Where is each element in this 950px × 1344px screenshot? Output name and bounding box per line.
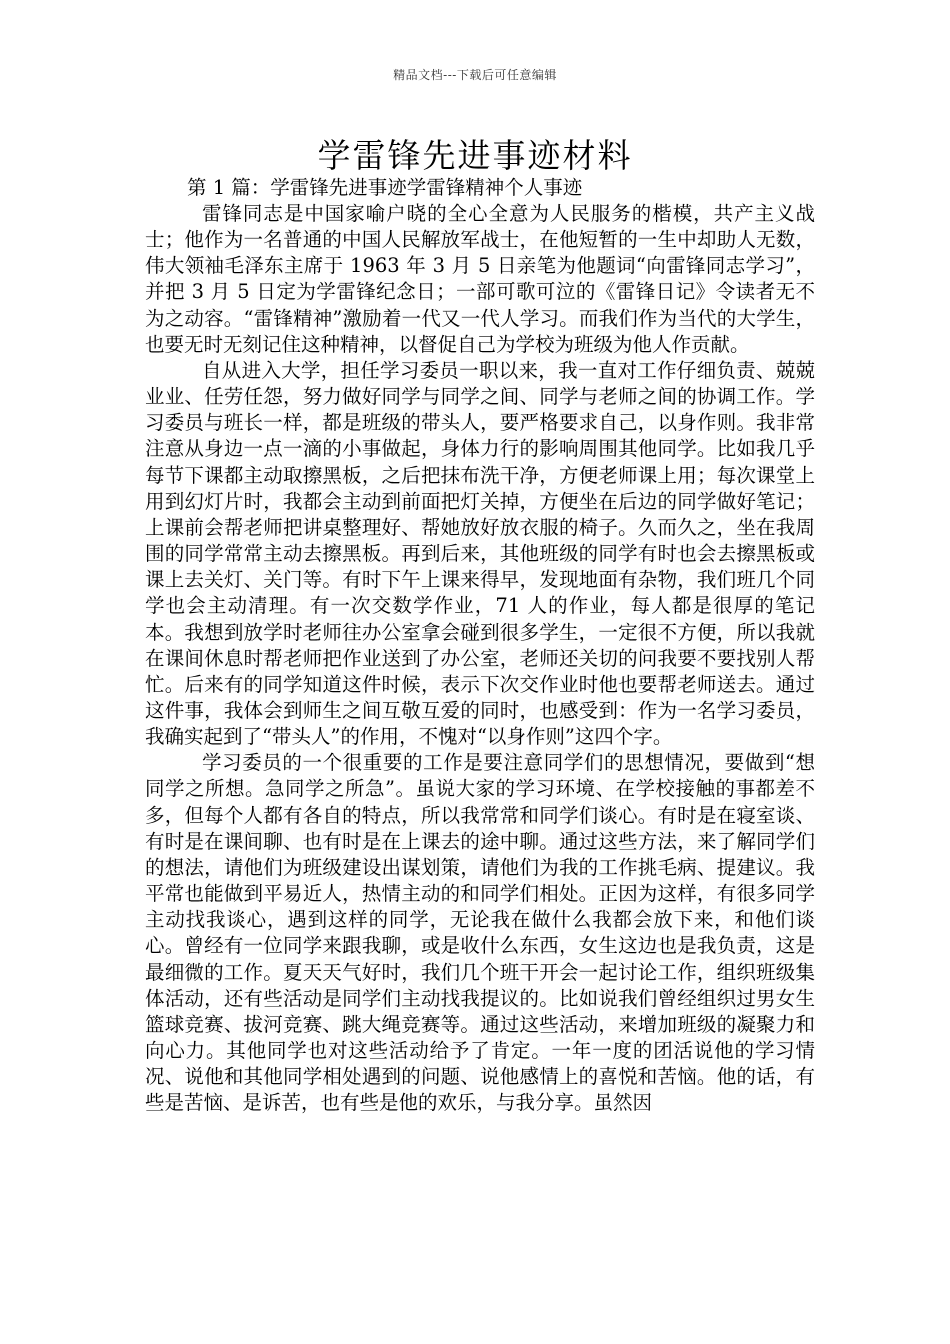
paragraph: 自从进入大学，担任学习委员一职以来，我一直对工作仔细负责、兢兢业业、任劳任怨，努力做好同学与同学之间、同学与老师之间的协调工作。学习委员与班长一样，都是班级的带头人，要严格要求自己，以身作则。我非常注意从身边一点一滴的小事做起，身体力行的影响周围其他同学。比如我几乎每节下课都主动取擦黑板，之后把抹布洗干净，方便老师课上用；每次课堂上用到幻灯片时，我都会主动到前面把灯关掉，方便坐在后边的同学做好笔记；上课前会帮老师把讲桌整理好、帮她放好放衣服的椅子。久而久之，坐在我周围的同学常常主动去擦黑板。再到后来，其他班级的同学有时也会去擦黑板或课上去关灯、关门等。有时下午上课来得早，发现地面有杂物，我们班几个同学也会主动清理。有一次交数学作业，71 人的作业，每人都是很厚的笔记本。我想到放学时老师往办公室拿会碰到很多学生，一定很不方便，所以我就在课间休息时帮老师把作业送到了办公室，老师还关切的问我要不要找别人帮忙。后来有的同学知道这件时候，表示下次交作业时他也要帮老师送去。通过这件事，我体会到师生之间互敬互爱的同时，也感受到：作为一名学习委员，我确实起到了“带头人”的作用，不愧对“以身作则”这四个字。 [145,358,815,749]
document-subtitle: 第 1 篇：学雷锋先进事迹学雷锋精神个人事迹 [187,176,583,199]
paragraph: 学习委员的一个很重要的工作是要注意同学们的思想情况，要做到“想同学之所想。急同学之所急”。虽说大家的学习环境、在学校接触的事都差不多，但每个人都有各自的特点，所以我常常和同学们谈心。有时是在寝室谈、有时是在课间聊、也有时是在上课去的途中聊。通过这些方法，来了解同学们的想法，请他们为班级建设出谋划策，请他们为我的工作挑毛病、提建议。我平常也能做到平易近人，热情主动的和同学们相处。正因为这样，有很多同学主动找我谈心，遇到这样的同学，无论我在做什么我都会放下来，和他们谈心。曾经有一位同学来跟我聊，或是收什么东西，女生这边也是我负责，这是最细微的工作。夏天天气好时，我们几个班干开会一起讨论工作，组织班级集体活动，还有些活动是同学们主动找我提议的。比如说我们曾经组织过男女生篮球竞赛、拔河竞赛、跳大绳竞赛等。通过这些活动，来增加班级的凝聚力和向心力。其他同学也对这些活动给予了肯定。一年一度的团活说他的学习情况、说他和其他同学相处遇到的问题、说他感情上的喜悦和苦恼。他的话，有些是苦恼、是诉苦，也有些是他的欢乐，与我分享。虽然因 [145,751,815,1115]
page-header: 精品文档---下载后可任意编辑 [393,68,557,82]
document-body [145,175,815,1116]
document-title: 学雷锋先进事迹材料 [317,136,633,175]
paragraph: 雷锋同志是中国家喻户晓的全心全意为人民服务的楷模，共产主义战士；他作为一名普通的中国人民解放军战士，在他短暂的一生中却助人无数，伟大领袖毛泽东主席于 1963 年 3 月 5 日亲笔为他题词“向雷锋同志学习”，并把 3 月 5 日定为学雷锋纪念日；一部可歌可泣的《雷锋日记》令读者无不为之动容。“雷锋精神”激励着一代又一代人学习。而我们作为当代的大学生，也要无时无刻记住这种精神，以督促自己为学校为班级为他人作贡献。 [145,202,815,356]
